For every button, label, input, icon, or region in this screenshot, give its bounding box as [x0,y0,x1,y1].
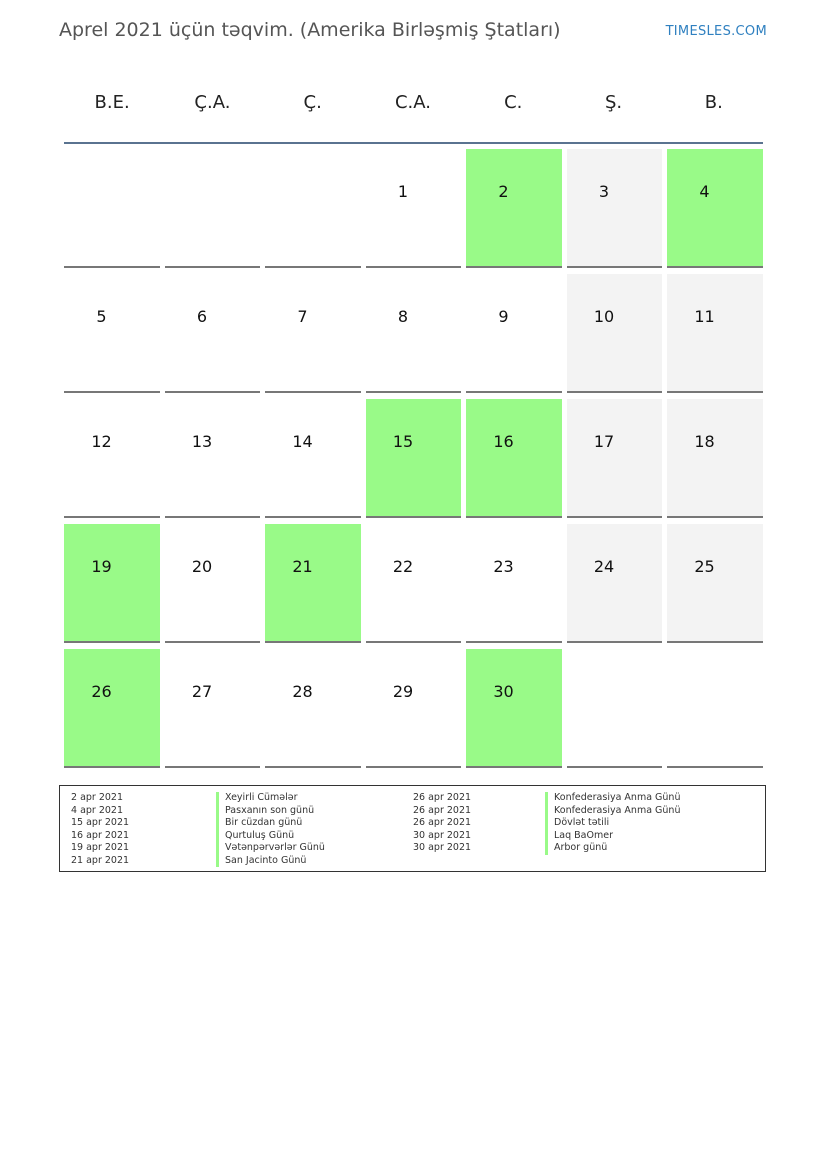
weekday-label: Ş. [604,92,623,113]
calendar-day[interactable] [667,399,763,518]
calendar-week-row [64,149,764,274]
legend-holiday-name: Konfederasiya Anma Günü [545,792,680,805]
calendar-day[interactable] [366,274,462,393]
calendar-day[interactable] [667,274,763,393]
legend-date: 21 apr 2021 [71,854,130,866]
day-number: 9 [498,307,509,326]
legend-holiday-name: Pasxanın son günü [216,805,325,818]
calendar-day[interactable] [165,524,261,643]
calendar-day[interactable] [265,649,361,768]
brand-logo-text[interactable]: TIMESLES.COM [665,24,767,39]
calendar-day-holiday[interactable] [64,524,160,643]
day-number: 21 [292,557,313,576]
day-number: 13 [191,432,213,451]
calendar-day[interactable] [667,524,763,643]
legend-dates-left [71,792,129,867]
calendar-day-holiday[interactable] [466,399,562,518]
legend-holiday-name: Xeyirli Cümələr [216,792,325,805]
calendar-empty-cell [567,649,663,768]
legend-holiday-name: Arbor günü [545,842,680,855]
day-number: 16 [493,432,514,451]
day-number: 2 [498,182,509,201]
day-number: 3 [598,182,610,201]
legend-date: 26 apr 2021 [413,817,472,828]
day-number: 5 [96,307,107,326]
calendar-day-holiday[interactable] [466,149,562,268]
calendar-empty-cell [265,149,361,268]
calendar-day[interactable] [567,524,663,643]
day-number: 19 [91,557,112,576]
weekday-label: C.A. [394,92,431,113]
day-number: 10 [593,307,615,326]
weekday-label: Ç. [303,92,322,113]
weekday-label: B.E. [94,92,130,113]
calendar-day[interactable] [567,274,663,393]
legend-names-right [545,792,680,855]
calendar-day[interactable] [165,649,261,768]
calendar-day[interactable] [265,399,361,518]
legend-date: 30 apr 2021 [413,842,472,853]
calendar-grid [64,149,764,774]
calendar-week-row [64,524,764,649]
legend-date: 2 apr 2021 [71,792,124,803]
calendar-day[interactable] [366,649,462,768]
day-number: 24 [593,557,615,576]
legend-dates-right [413,792,471,855]
legend-date: 4 apr 2021 [71,804,124,816]
day-number: 12 [91,432,112,451]
legend-date: 15 apr 2021 [71,817,130,828]
day-number: 1 [397,182,409,201]
weekday-label: B. [704,92,723,113]
calendar-day[interactable] [64,274,160,393]
calendar-day[interactable] [466,524,562,643]
calendar-day-holiday[interactable] [366,399,462,518]
day-number: 15 [392,432,414,451]
page-title: Aprel 2021 üçün təqvim. (Amerika Birləşmiş Ştatları) [59,19,561,41]
day-number: 20 [191,557,213,576]
day-number: 17 [593,432,615,451]
day-number: 26 [91,682,112,701]
calendar-day[interactable] [64,399,160,518]
calendar-day[interactable] [165,399,261,518]
legend-holiday-name: Konfederasiya Anma Günü [545,805,680,818]
calendar-day-holiday[interactable] [265,524,361,643]
calendar-day[interactable] [265,274,361,393]
weekday-label: C. [504,92,523,113]
holiday-legend [59,785,766,872]
calendar-day-holiday[interactable] [667,149,763,268]
calendar-empty-cell [165,149,261,268]
day-number: 7 [297,307,308,326]
legend-date: 30 apr 2021 [413,829,472,841]
calendar-day[interactable] [567,149,663,268]
calendar-empty-cell [667,649,763,768]
day-number: 23 [493,557,514,576]
day-number: 22 [392,557,414,576]
weekday-label: Ç.A. [194,92,231,113]
calendar-week-row [64,399,764,524]
calendar-week-row [64,274,764,399]
weekday-header-row [62,92,764,113]
day-number: 4 [699,182,710,201]
day-number: 29 [392,682,414,701]
calendar-day[interactable] [366,524,462,643]
day-number: 8 [397,307,409,326]
day-number: 14 [292,432,313,451]
day-number: 18 [694,432,715,451]
calendar-day[interactable] [466,274,562,393]
calendar-week-row [64,649,764,774]
calendar-day-holiday[interactable] [466,649,562,768]
day-number: 30 [493,682,514,701]
legend-holiday-name: Laq BaOmer [545,830,680,843]
legend-date: 16 apr 2021 [71,829,130,841]
calendar-day-holiday[interactable] [64,649,160,768]
legend-holiday-name: Qurtuluş Günü [216,830,325,843]
legend-names-left [216,792,325,867]
day-number: 11 [694,307,715,326]
legend-holiday-name: Dövlət tətili [545,817,680,830]
calendar-day[interactable] [366,149,462,268]
calendar-day[interactable] [165,274,261,393]
legend-date: 26 apr 2021 [413,792,472,803]
day-number: 27 [191,682,213,701]
legend-holiday-name: Vətənpərvərlər Günü [216,842,325,855]
day-number: 28 [292,682,313,701]
legend-holiday-name: Bir cüzdan günü [216,817,325,830]
legend-date: 19 apr 2021 [71,842,130,853]
header-divider [64,142,763,144]
day-number: 6 [196,307,208,326]
calendar-day[interactable] [567,399,663,518]
calendar-empty-cell [64,149,160,268]
day-number: 25 [694,557,715,576]
legend-date: 26 apr 2021 [413,804,472,816]
legend-holiday-name: San Jacinto Günü [216,855,325,868]
